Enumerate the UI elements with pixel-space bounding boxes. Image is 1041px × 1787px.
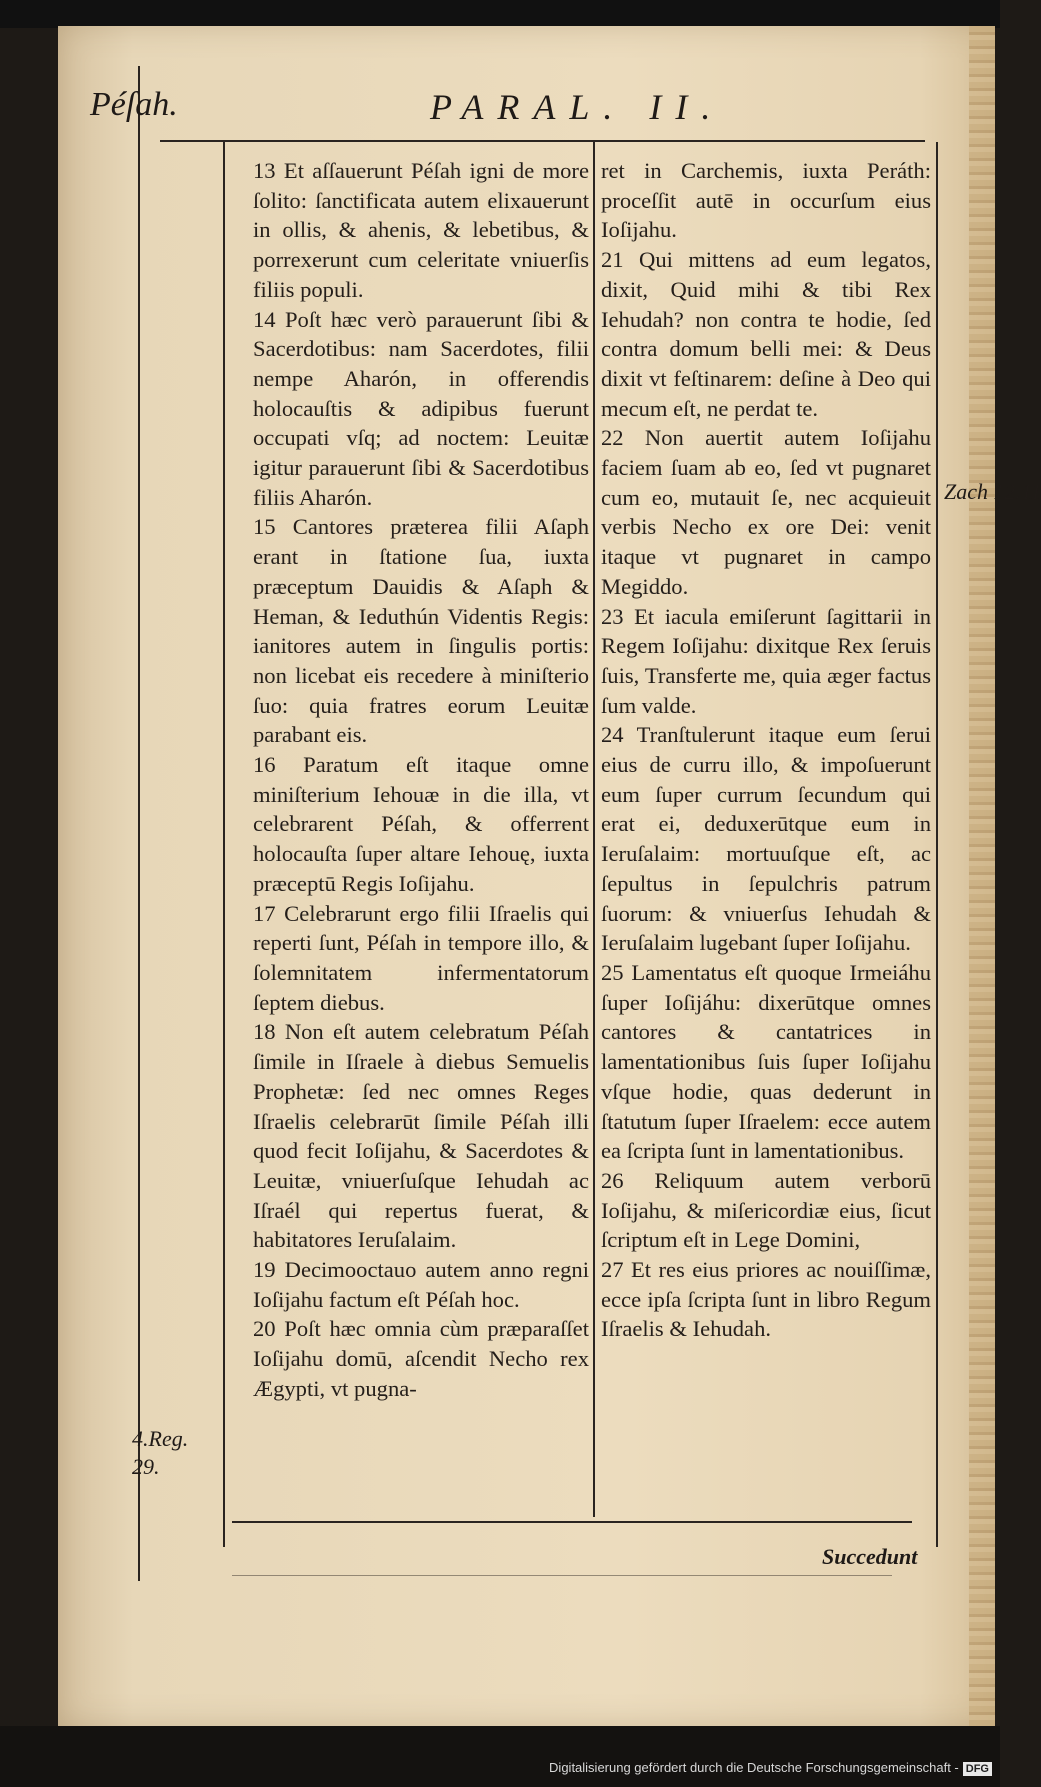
column-divider xyxy=(593,142,595,1517)
verse-21: 21 Qui mittens ad eum legatos, dixit, Quid mihi & tibi Rex Iehudah? non contra te hodie, ſed contra domum belli mei: & Deus dixit vt feſtinarem: deſine à Deo qui mecum eſt, ne perdat te. xyxy=(601,247,931,421)
scan-background xyxy=(0,0,1000,28)
verse-16: 16 Paratum eſt itaque omne miniſterium Iehouæ in die illa, vt celebrarent Péſah, & offerrent holocauſta ſuper altare Iehouę, iuxta præceptū Regis Ioſijahu. xyxy=(253,752,589,896)
catchword: Succedunt xyxy=(822,1544,918,1569)
dfg-logo: DFG xyxy=(963,1762,992,1776)
inner-margin-rule xyxy=(223,142,225,1547)
right-column-rule xyxy=(936,142,938,1547)
verse-26: 26 Reliquum autem verborū Ioſijahu, & miſericordiæ eius, ſicut ſcriptum eſt in Lege Domini, xyxy=(601,1167,931,1253)
verse-23: 23 Et iacula emiſerunt ſagittarii in Regem Ioſijahu: dixitque Rex ſeruis ſuis, Transferte me, quia æger factus ſum valde. xyxy=(601,603,931,718)
running-title: PARAL. II. xyxy=(430,87,725,127)
running-head-left: Péſah. xyxy=(90,86,178,123)
left-text-column xyxy=(253,156,589,1404)
margin-note-right: Zach 12.11 xyxy=(944,479,1041,504)
verse-17: 17 Celebrarunt ergo filii Iſraelis qui reperti ſunt, Péſah in tempore illo, & ſolemnitatem infermentatorum ſeptem diebus. xyxy=(253,900,589,1015)
verse-20-continued: ret in Carchemis, iuxta Peráth: proceſſit autē in occurſum eius Ioſijahu. xyxy=(601,158,931,243)
bottom-rule xyxy=(232,1521,912,1523)
verse-20: 20 Poſt hæc omnia cùm præparaſſet Ioſijahu domū, aſcendit Necho rex Ægypti, vt pugna- xyxy=(253,1316,589,1401)
verse-13: 13 Et aſſauerunt Péſah igni de more ſolito: ſanctificata autem elixauerunt in ollis, & ahenis, & lebetibus, & porrexerunt cum celeritate vniuerſis filiis populi. xyxy=(253,158,589,302)
verse-14: 14 Poſt hæc verò parauerunt ſibi & Sacerdotibus: nam Sacerdotes, filii nempe Aharón, in offerendis holocauſtis & adipibus fuerunt occupati vſq; ad noctem: Leuitæ igitur parauerunt ſibi & Sacerdotibus filiis Aharón. xyxy=(253,306,589,510)
verse-15: 15 Cantores præterea filii Aſaph erant in ſtatione ſua, iuxta præceptum Dauidis & Aſaph & Heman, & Ieduthún Videntis Regis: ianitores autem in ſingulis portis: non licebat eis recedere à miniſterio ſuo: quia fratres eorum Leuitæ parabant eis. xyxy=(253,514,589,748)
page-edge xyxy=(969,26,995,1726)
verse-19: 19 Decimooctauo autem anno regni Ioſijahu factum eſt Péſah hoc. xyxy=(253,1257,589,1312)
right-text-column xyxy=(601,156,931,1344)
bottom-rule-faint xyxy=(232,1575,892,1576)
verse-24: 24 Tranſtulerunt itaque eum ſerui eius de curru illo, & impoſuerunt eum ſuper currum ſecundum qui erat ei, deduxerūtque eum in Ieruſalaim: mortuuſque eſt, ac ſepultus in ſepulchris patrum ſuorum: & vniuerſus Iehudah & Ieruſalaim lugebant ſuper Ioſijahu. xyxy=(601,722,931,956)
verse-22: 22 Non auertit autem Ioſijahu faciem ſuam ab eo, ſed vt pugnaret cum eo, mutauit ſe, nec acquieuit verbis Necho ex ore Dei: venit itaque vt pugnaret in campo Megiddo. xyxy=(601,425,931,599)
verse-18: 18 Non eſt autem celebratum Péſah ſimile in Iſraele à diebus Semuelis Prophetæ: ſed nec omnes Reges Iſraelis celebrarūt ſimile Péſah illi quod fecit Ioſijahu, & Sacerdotes & Leuitæ, vniuerſuſque Iehudah ac Iſraél qui repertus fuerat, & habitatores Ieruſalaim. xyxy=(253,1019,589,1253)
footer-band xyxy=(0,1726,1000,1787)
header-rule xyxy=(160,140,925,142)
margin-note-left: 4.Reg. 29. xyxy=(132,1426,189,1479)
verse-25: 25 Lamentatus eſt quoque Irmeiáhu ſuper Ioſijáhu: dixerūtque omnes cantores & cantatrices in lamentationibus ſuis ſuper Ioſijahu vſque hodie, quas dederunt in ſtatutum ſuper Iſraelem: ecce autem ea ſcripta ſunt in lamentationibus. xyxy=(601,959,931,1164)
digitization-credit xyxy=(549,1760,992,1776)
credit-text: Digitalisierung gefördert durch die Deutsche Forschungsgemeinschaft - xyxy=(549,1760,959,1775)
left-margin-rule xyxy=(138,66,140,1581)
verse-27: 27 Et res eius priores ac nouiſſimæ, ecce ipſa ſcripta ſunt in libro Regum Iſraelis & Iehudah. xyxy=(601,1257,931,1342)
